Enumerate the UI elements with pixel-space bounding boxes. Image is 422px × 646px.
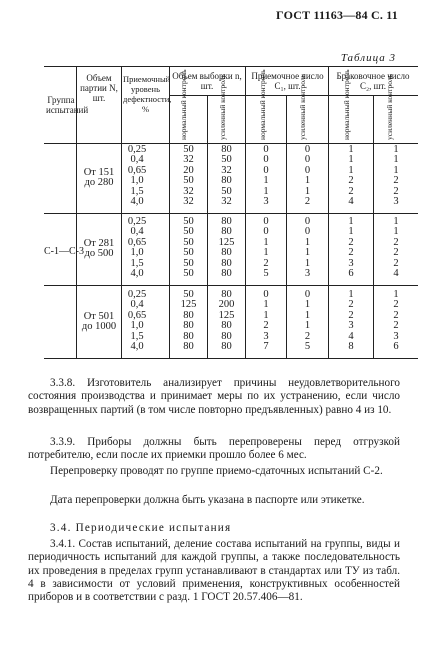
n-norm-2: 50 50 50 50 50 50 xyxy=(183,216,194,280)
sub-normal-n: нормальный контроль xyxy=(179,69,188,140)
col-group: Группа испытаний xyxy=(46,95,89,115)
page-header: ГОСТ 11163—84 С. 11 xyxy=(276,8,398,22)
c2-norm-1: 1 1 1 2 2 4 xyxy=(348,144,354,208)
c2-tight-1: 1 1 1 2 2 3 xyxy=(393,144,399,208)
col-defect: Приемочный уровень дефектности, % xyxy=(123,74,172,114)
col-sample: Объем выборки n, шт. xyxy=(172,71,242,91)
section-3-4-title: 3.4. Периодические испытания xyxy=(50,522,232,534)
sub-tight-c1: усиленный контроль xyxy=(298,73,307,140)
n-tight-1: 80 50 32 80 50 32 xyxy=(221,144,232,208)
col-lot: Объем партии N, шт. xyxy=(80,73,118,103)
n-norm-3: 50 125 80 80 80 80 xyxy=(180,289,197,353)
table-label: Таблица 3 xyxy=(340,52,396,64)
group-cell: С-1—С-3 xyxy=(44,246,84,257)
paragraph-recheck: Перепроверку проводят по группе приемо-сдаточных испытаний С-2. xyxy=(50,465,383,477)
paragraph-date: Дата перепроверки должна быть указана в паспорте или этикетке. xyxy=(50,494,365,506)
c2-norm-2: 1 1 2 2 3 6 xyxy=(348,216,354,280)
c1-norm-3: 0 1 1 2 3 7 xyxy=(263,289,269,353)
n-tight-3: 80 200 125 80 80 80 xyxy=(218,289,235,353)
c2-norm-3: 1 2 2 3 4 8 xyxy=(348,289,354,353)
n-tight-2: 80 80 125 80 80 80 xyxy=(218,216,235,280)
aql-2: 0,25 0,4 0,65 1,0 1,5 4,0 xyxy=(127,216,147,280)
sub-normal-c2: нормальный контроль xyxy=(342,69,351,140)
lot-3: От 501 до 1000 xyxy=(81,311,117,333)
sub-tight-c2: усиленный контроль xyxy=(385,73,394,140)
col-reject: Браковочное число C₂, шт. xyxy=(336,71,410,91)
lot-1: От 151 до 280 xyxy=(83,167,115,189)
sub-normal-c1: нормальный контроль xyxy=(258,69,267,140)
lot-2: От 281 до 500 xyxy=(83,238,115,260)
n-norm-1: 50 32 20 50 32 32 xyxy=(183,144,194,208)
c1-norm-1: 0 0 0 1 1 3 xyxy=(263,144,269,208)
paragraph-3-4-1: 3.4.1. Состав испытаний, деление состава испытаний на группы, виды и периодичность испытаний для каждой группы, а также последовательность их проведения в пределах групп устанавливают в стандартах или ТУ из табл. 4 в зависимости от условий применения, конструктивных особенностей приборов и в соответствии с разд. 1 ГОСТ 20.57.406—81. xyxy=(28,538,400,604)
c1-tight-2: 0 0 1 1 1 3 xyxy=(304,216,311,280)
paragraph-3-3-8: 3.3.8. Изготовитель анализирует причины неудовлетворительного состояния производства и принимает меры по их устранению, если число возвращенных партий (в том числе повторно предъявленных) равно 4 из 10. xyxy=(28,377,400,416)
aql-1: 0,25 0,4 0,65 1,0 1,5 4,0 xyxy=(127,144,147,208)
c1-tight-1: 0 0 0 1 1 2 xyxy=(304,144,311,208)
c2-tight-3: 1 2 2 2 3 6 xyxy=(393,289,399,353)
c1-norm-2: 0 0 1 1 2 5 xyxy=(263,216,269,280)
c2-tight-2: 1 1 2 2 2 4 xyxy=(393,216,399,280)
c1-tight-3: 0 1 1 1 2 5 xyxy=(304,289,311,353)
aql-3: 0,25 0,4 0,65 1,0 1,5 4,0 xyxy=(127,289,147,353)
col-accept: Приемочное число C₁, шт. xyxy=(251,71,324,91)
sub-tight-n: усиленный контроль xyxy=(218,73,227,140)
paragraph-3-3-9: 3.3.9. Приборы должны быть перепроверены перед отгрузкой потребителю, если после их приемки прошло более 6 мес. xyxy=(28,436,400,462)
